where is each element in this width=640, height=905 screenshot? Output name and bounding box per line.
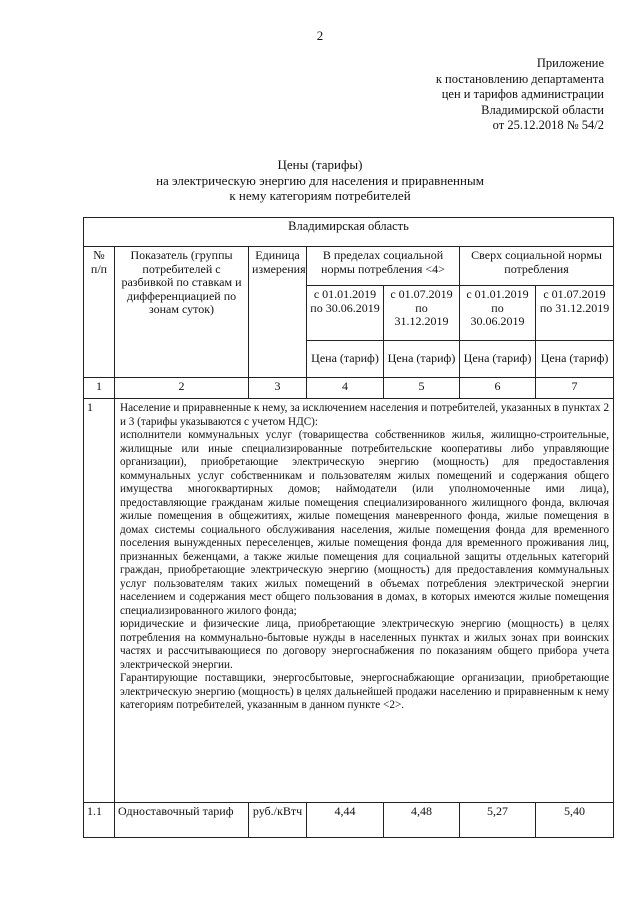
- header-price: Цена (тариф): [536, 341, 614, 378]
- row-value: 5,40: [536, 803, 614, 838]
- column-number: 2: [115, 378, 249, 399]
- row-value: 4,44: [307, 803, 384, 838]
- header-period: с 01.07.2019 по 31.12.2019: [384, 286, 460, 341]
- header-num: № п/п: [84, 247, 115, 378]
- section-paragraph: юридические и физические лица, приобретающие электрическую энергию (мощность) в целях потребления на коммунально-бытовые нужды в населенных пунктах и жилых зонах при воинских частях и рассчитывающиеся по договору энергоснабжения по показаниям общего прибора учета электрической энергии.: [120, 618, 610, 671]
- section-description: [115, 399, 614, 803]
- row-value: 4,48: [384, 803, 460, 838]
- appendix-block: [344, 56, 604, 134]
- header-price: Цена (тариф): [460, 341, 536, 378]
- row-num: 1.1: [84, 803, 115, 838]
- title-line: Цены (тарифы): [277, 157, 363, 172]
- header-within-norm: В пределах социальной нормы потребления <4>: [307, 247, 460, 286]
- column-number: 5: [384, 378, 460, 399]
- column-number: 6: [460, 378, 536, 399]
- appendix-line: цен и тарифов администрации: [441, 87, 604, 101]
- column-number: 7: [536, 378, 614, 399]
- section-num: 1: [84, 399, 115, 803]
- title-line: на электрическую энергию для населения и приравненным: [156, 172, 484, 188]
- title-line: к нему категориям потребителей: [229, 188, 411, 203]
- column-number: 3: [249, 378, 307, 399]
- header-period: с 01.07.2019 по 31.12.2019: [536, 286, 614, 341]
- header-price: Цена (тариф): [307, 341, 384, 378]
- row-unit: руб./кВтч: [249, 803, 307, 838]
- row-value: 5,27: [460, 803, 536, 838]
- tariff-table: [83, 217, 614, 838]
- header-above-norm: Сверх социальной нормы потребления: [460, 247, 614, 286]
- page-number: 2: [316, 28, 324, 43]
- section-paragraph: Население и приравненные к нему, за исключением населения и потребителей, указанных в пунктах 2 и 3 (тарифы указываются с учетом НДС):: [120, 402, 610, 428]
- region-header: Владимирская область: [84, 218, 614, 247]
- section-paragraph: исполнители коммунальных услуг (товарищества собственников жилья, жилищно-строительные, жилищные или иные специализированные потребительские кооперативы либо управляющие организации), приобретающие электрическую энергию (мощность) для предоставления коммунальных услуг собственникам и пользователям жилых помещений и содержания общего имущества многоквартирных домов; наймодатели (или уполномоченные ими лица), предоставляющие гражданам жилые помещения специализированного жилищного фонда, включая жилые помещения в общежитиях, жилые помещения маневренного фонда, жилые помещения в домах системы социального обслуживания населения, жилые помещения фонда для временного поселения вынужденных переселенцев, жилые помещения фонда для временного проживания лиц, признанных беженцами, а также жилые помещения для социальной защиты отдельных категорий граждан, приобретающие электрическую энергию (мощность) для предоставления коммунальных услуг пользователям таких жилых помещений в объемах потребления электрической энергии населением и содержания мест общего пользования в домах, в которых имеются жилые помещения специализированного жилого фонда;: [120, 429, 610, 617]
- section-paragraph: Гарантирующие поставщики, энергосбытовые, энергоснабжающие организации, приобретающие электрическую энергию (мощность) в целях дальнейшей продажи населению и приравненным к нему категориям потребителей, указанным в данном пункте <2>.: [120, 672, 610, 711]
- header-unit: Единица измерения: [249, 247, 307, 378]
- header-period: с 01.01.2019 по 30.06.2019: [307, 286, 384, 341]
- header-period: с 01.01.2019 по 30.06.2019: [460, 286, 536, 341]
- appendix-line: Владимирской области: [481, 102, 604, 117]
- document-title: [0, 157, 640, 204]
- column-number: 1: [84, 378, 115, 399]
- appendix-line: Приложение: [536, 56, 604, 70]
- header-indicator: Показатель (группы потребителей с разбивкой по ставкам и дифференциацией по зонам суток): [115, 247, 249, 378]
- appendix-line: от 25.12.2018 № 54/2: [492, 118, 604, 132]
- column-number: 4: [307, 378, 384, 399]
- header-price: Цена (тариф): [384, 341, 460, 378]
- row-indicator: Одноставочный тариф: [115, 803, 249, 838]
- appendix-line: к постановлению департамента: [435, 71, 604, 86]
